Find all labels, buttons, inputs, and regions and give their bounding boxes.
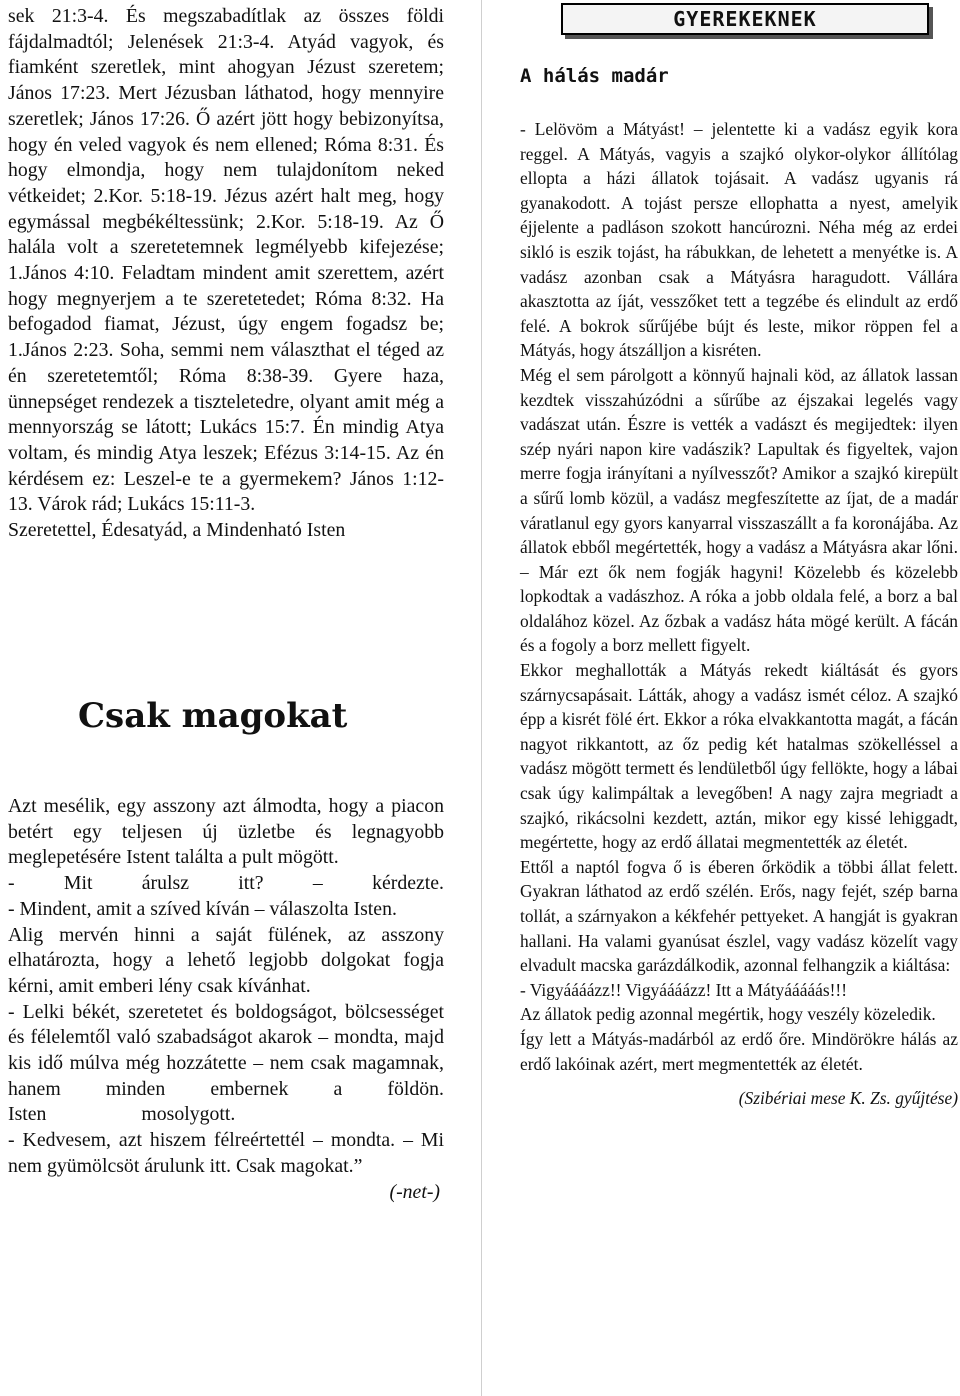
story-title-left: Csak magokat (78, 696, 348, 736)
right-story-paragraph: Így lett a Mátyás-madárból az erdő őre. Mindörökre hálás az erdő lakóinak azért, mert megmentették az életét. (520, 1028, 958, 1074)
left-story-paragraph: Azt mesélik, egy asszony azt álmodta, hogy a piacon betért egy teljesen új üzletbe és legnagyobb meglepetésére Istent találta a pult mögött. (8, 795, 444, 869)
left-story-paragraph: Alig mervén hinni a saját fülének, az asszony elhatározta, hogy a lehető legjobb dolgokat fogja kérni, amit emberi lény csak kívánhat. (8, 923, 444, 997)
right-story-paragraph: Ekkor meghallották a Mátyás rekedt kiáltását és gyors szárnycsapásait. Látták, ahogy a vadász ismét céloz. A szajkó épp a kisrét fölé ért. Ekkor a róka elvakkantotta magát, a fácán nagyot rikkantott, az őz pedig két hatalmas szökelléssel a vadász mögött termett és lendületből úgy fellökte, hogy a lábai csak úgy kalimpáltak a levegőben! A nagy zajra megriadt a szajkó, rikácsolni kezdett, aztán, mikor egy kissé lehiggadt, megértette, hogy az erdő állatai megmentették az életét. (520, 660, 958, 853)
letter-section (8, 4, 444, 544)
left-story-paragraph: - Lelki békét, szeretetet és boldogságot, bölcsességet és félelemtől való szabadságot akarok – mondta, majd kis idő múlva még hozzátette – nem csak magamnak, hanem minden embernek a földön. (8, 1000, 444, 1100)
letter-text: sek 21:3-4. És megszabadítlak az összes földi fájdalmadtól; Jelenések 21:3-4. Atyád vagyok, és fiamként szeretlek, mint ahogyan Jézust szeretem; János 17:23. Mert Jézusban láthatod, hogy mennyire szeretlek; János 17:26. Ő azért jött hogy bebizonyítsa, hogy én veled vagyok és nem ellened; Róma 8:31. És hogy elmondja, hogy nem tulajdonítom neked vétkeidet; 2.Kor. 5:18-19. Jézus azért halt meg, hogy egymással megbékéltessünk; 2.Kor. 5:18-19. Az Ő halála volt a szeretetemnek legmélyebb kifejezése; 1.János 4:10. Feladtam mindent amit szerettem, azért hogy megnyerjem a te szeretetedet; Róma 8:32. Ha befogadod fiamat, Jézust, úgy engem fogadsz be; 1.János 2:23. Soha, semmi nem választhat el téged az én szeretetemtől; Róma 8:38-39. Gyere haza, ünnepséget rendezek a tiszteletedre, olyant amit még a mennyország se látott; Lukács 15:7. Én mindig Atya voltam, és mindig Atya leszek; Efézus 3:14-15. Az én kérdésem ez: Leszel-e te a gyermekem? János 1:12-13. Várok rád; Lukács 15:11-3. (8, 5, 444, 516)
left-story-section (8, 794, 444, 1205)
right-story-paragraph: - Lelövöm a Mátyást! – jelentette ki a vadász egyik kora reggel. A Mátyás, vagyis a szajkó olykor-olykor állítólag ellopta a házi állatok tojásait. A vadász ugyanis rá gyanakodott. A tojást persze ellophatta a nyest, amelyik éjjelente a padláson szokott hancúrozni. Néha még az erdei sikló is eszik tojást, ha rábukkan, de lehetett a menyétke is. A vadász azonban csak a Mátyásra haragudott. Vállára akasztotta az íját, vesszőket tett a tegzébe és elindult az erdő felé. A bokrok sűrűjébe bújt és leste, mikor röppen fel a Mátyás, hogy átszálljon a kisréten. (520, 119, 958, 361)
left-story-paragraph: - Kedvesem, azt hiszem félreértettél – mondta. – Mi nem gyümölcsöt árulunk itt. Csak magokat.” (8, 1129, 444, 1177)
right-story-paragraph: - Vigyáááázz!! Vigyáááázz! Itt a Mátyááááás!!! (520, 979, 847, 1000)
column-divider (481, 0, 482, 1396)
left-story-paragraph: - Mindent, amit a szíved kíván – válaszolta Isten. (8, 897, 397, 920)
right-story-paragraph: Az állatok pedig azonnal megértik, hogy veszély közeledik. (520, 1004, 936, 1025)
right-story-section (520, 117, 958, 1111)
story-title-right: A hálás madár (520, 65, 669, 87)
left-story-signature: (-net-) (389, 1180, 440, 1203)
letter-closing: Szeretettel, Édesatyád, a Mindenható Isten (8, 519, 346, 542)
right-story-paragraph: Ettől a naptól fogva ő is éberen őrködik a többi állat felett. Gyakran láthatod az erdő szélén. Erős, nagy fejét, szép barna tollát, a szárnyakon a kékfehér pettyeket. A hangját is gyakran hallani. Ha valami gyanúsat észlel, vagy vadász közelít vagy elvadult macska garázdálkodik, azonnal felhangzik a kiáltása: (520, 856, 958, 976)
right-story-signature: (Szibériai mese K. Zs. gyűjtése) (738, 1088, 958, 1109)
left-story-paragraph: Isten mosolygott. (8, 1103, 236, 1126)
section-banner: GYEREKEKNEK (561, 3, 929, 35)
left-story-paragraph: - Mit árulsz itt? – kérdezte. (8, 872, 444, 895)
right-story-paragraph: Még el sem párolgott a könnyű hajnali köd, az állatok lassan kezdtek visszahúzódni a sűrűbe az éjszakai legelés vagy vadászat után. Észre is vették a vadászt és megijedtek: ilyen szép nyári napon kire vadászik? Lapultak és figyeltek, vajon merre fogja irányítani a nyílvesszőt? Amikor a szajkó kirepült a sűrű lomb közül, a vadász megfeszítette az íjat, de a madár váratlanul egy gyors kanyarral visszaszállt a fa koronájába. Az állatok ebből megértették, hogy a vadász a Mátyásra akar lőni. – Már ezt ők nem fogják hagyni! Közelebb és közelebb lopkodtak a vadászhoz. A róka a jobb oldala felé, a borz a bal oldalához közel. Az őzbak a vadász háta mögé került. A fácán és a fogoly a borz mellett figyelt. (520, 364, 958, 656)
